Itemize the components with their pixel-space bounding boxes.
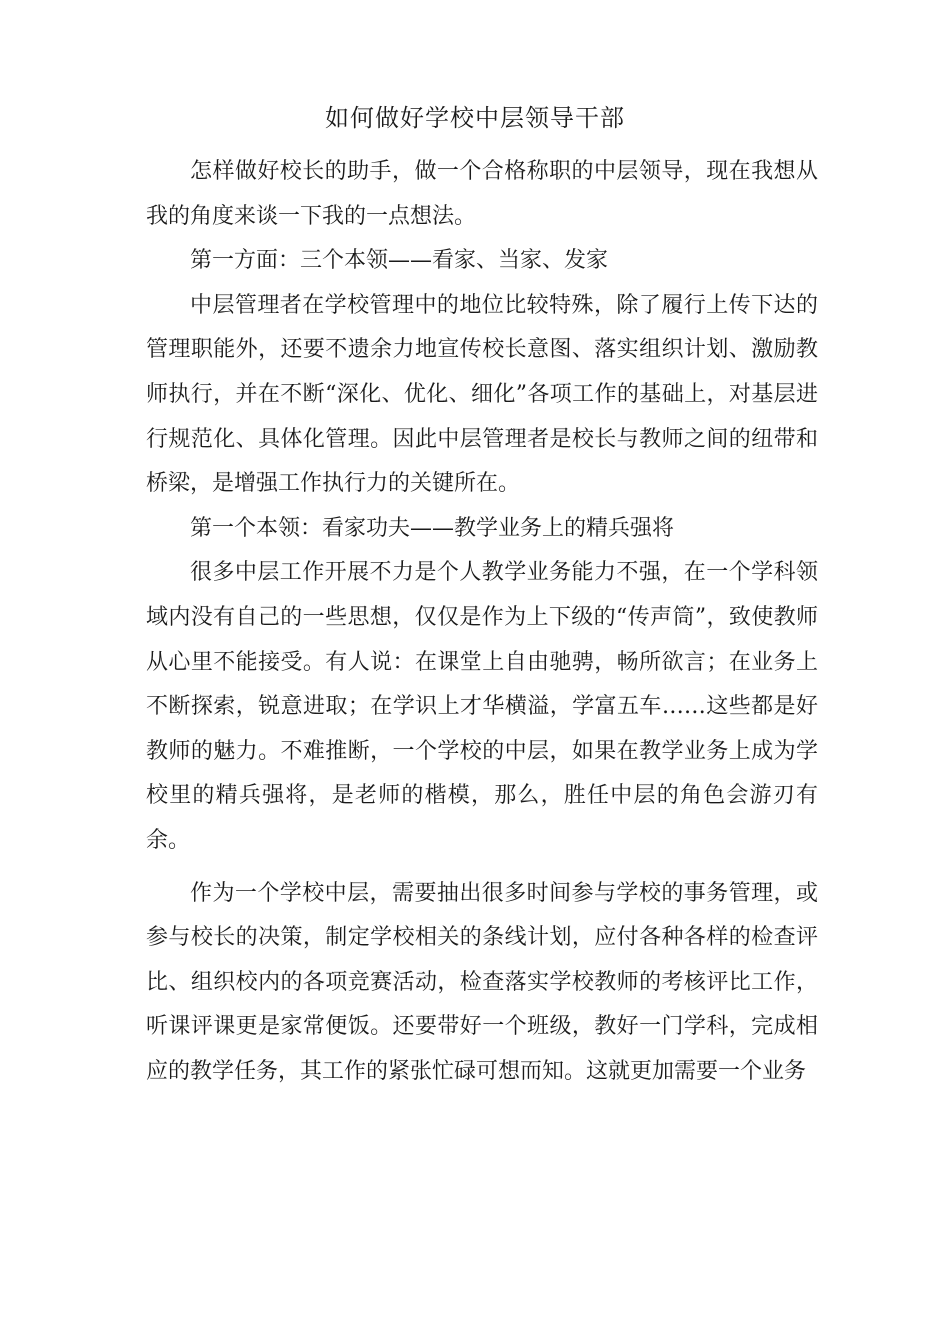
paragraph-middle-managers-role: 中层管理者在学校管理中的地位比较特殊，除了履行上传下达的管理职能外，还要不遗余力地宣传校长意图、落实组织计划、激励教师执行，并在不断“深化、优化、细化”各项工作的基础上，对基层进行规范化、具体化管理。因此中层管理者是校长与教师之间的纽带和桥梁，是增强工作执行力的关键所在。	[146, 292, 818, 497]
paragraph-workload: 作为一个学校中层，需要抽出很多时间参与学校的事务管理，或参与校长的决策，制定学校相关的条线计划，应付各种各样的检查评比、组织校内的各项竞赛活动，检查落实学校教师的考核评比工作，听课评课更是家常便饭。还要带好一个班级，教好一门学科，完成相应的教学任务，其工作的紧张忙碌可想而知。这就更加需要一个业务	[146, 880, 818, 1084]
section-heading-first-aspect: 第一方面：三个本领——看家、当家、发家	[190, 248, 609, 274]
document-body	[146, 150, 818, 1094]
section-heading-first-skill: 第一个本领：看家功夫——教学业务上的精兵强将	[190, 515, 675, 541]
paragraph-intro: 怎样做好校长的助手，做一个合格称职的中层领导，现在我想从我的角度来谈一下我的一点想法。	[146, 159, 818, 229]
paragraph-teaching-expertise: 很多中层工作开展不力是个人教学业务能力不强，在一个学科领域内没有自己的一些思想，仅仅是作为上下级的“传声筒”，致使教师从心里不能接受。有人说：在课堂上自由驰骋，畅所欲言；在业务上不断探索，锐意进取；在学识上才华横溢，学富五车……这些都是好教师的魅力。不难推断，一个学校的中层，如果在教学业务上成为学校里的精兵强将，是老师的楷模，那么，胜任中层的角色会游刃有余。	[146, 560, 818, 853]
document-title: 如何做好学校中层领导干部	[325, 104, 625, 132]
